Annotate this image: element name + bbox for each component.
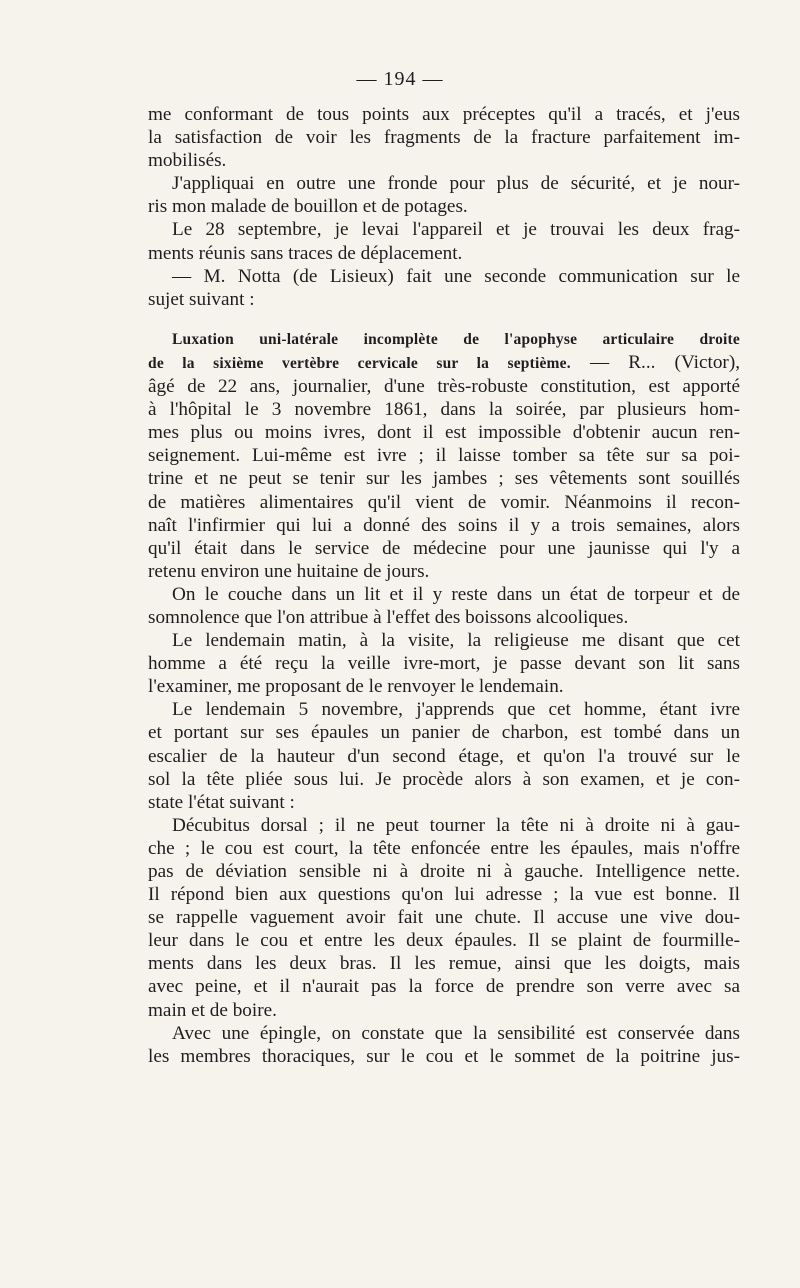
text-line: ments dans les deux bras. Il les remue, ainsi que les doigts, mais xyxy=(148,953,740,975)
text-line: Décubitus dorsal ; il ne peut tourner la tête ni à droite ni à gau- xyxy=(172,814,740,836)
text-line: somnolence que l'on attribue à l'effet des boissons alcooliques. xyxy=(148,606,629,628)
text-line: Le lendemain 5 novembre, j'apprends que cet homme, étant ivre xyxy=(172,699,740,721)
text-line: Avec une épingle, on constate que la sensibilité est conservée dans xyxy=(172,1022,740,1044)
page-number: — 194 — xyxy=(356,68,444,90)
text-line: escalier de la hauteur d'un second étage, et qu'on l'a trouvé sur le xyxy=(148,745,740,767)
text-line: Le 28 septembre, je levai l'appareil et je trouvai les deux frag- xyxy=(172,219,740,241)
text-line: pas de déviation sensible ni à droite ni à gauche. Intelligence nette. xyxy=(148,861,740,882)
text-line: avec peine, et il n'aurait pas la force de prendre son verre avec sa xyxy=(148,976,740,998)
section-heading-line xyxy=(148,327,740,351)
text-line: mes plus ou moins ivres, dont il est impossible d'obtenir aucun ren- xyxy=(148,422,740,444)
text-line: J'appliquai en outre une fronde pour plus de sécurité, et je nour- xyxy=(172,173,740,195)
text-line: la satisfaction de voir les fragments de la fracture parfaitement im- xyxy=(148,127,740,149)
text-line: ris mon malade de bouillon et de potages. xyxy=(148,196,468,218)
text-line: Il répond bien aux questions qu'on lui adresse ; la vue est bonne. Il xyxy=(148,884,740,906)
heading-text: Luxation uni-latérale incomplète de l'apophyse articulaire droite xyxy=(172,330,740,348)
text-line: On le couche dans un lit et il y reste dans un état de torpeur et de xyxy=(172,583,740,605)
text-line: naît l'infirmier qui lui a donné des soins il y a trois semaines, alors xyxy=(148,514,740,536)
section-heading-line xyxy=(148,351,740,375)
text-line: leur dans le cou et entre les deux épaules. Il se plaint de fourmille- xyxy=(148,930,740,952)
text-line: che ; le cou est court, la tête enfoncée entre les épaules, mais n'offre xyxy=(148,837,740,859)
text-line: retenu environ une huitaine de jours. xyxy=(148,560,430,582)
text-line: qu'il était dans le service de médecine pour une jaunisse qui l'y a xyxy=(148,537,740,559)
text-line: seignement. Lui-même est ivre ; il laisse tomber sa tête sur sa poi- xyxy=(148,445,740,467)
text-line: sol la tête pliée sous lui. Je procède alors à son examen, et je con- xyxy=(148,768,740,790)
text-line: ments réunis sans traces de déplacement. xyxy=(148,242,463,264)
text-line: et portant sur ses épaules un panier de charbon, est tombé dans un xyxy=(148,722,740,744)
text-line: âgé de 22 ans, journalier, d'une très-robuste constitution, est apporté xyxy=(148,376,740,398)
text-line: de matières alimentaires qu'il vient de vomir. Néanmoins il recon- xyxy=(148,491,740,513)
text-line: se rappelle vaguement avoir fait une chute. Il accuse une vive dou- xyxy=(148,907,740,929)
body-text xyxy=(148,103,740,1068)
text-line: state l'état suivant : xyxy=(148,791,295,813)
text-line: main et de boire. xyxy=(148,999,277,1021)
text-line: — M. Notta (de Lisieux) fait une seconde communication sur le xyxy=(172,265,740,287)
text-line: sujet suivant : xyxy=(148,288,255,310)
text-continuation: — R... (Victor), xyxy=(570,351,741,373)
heading-text: de la sixième vertèbre cervicale sur la septième. xyxy=(148,354,571,372)
text-line: à l'hôpital le 3 novembre 1861, dans la soirée, par plusieurs hom- xyxy=(148,399,740,421)
text-line: Le lendemain matin, à la visite, la religieuse me disant que cet xyxy=(172,630,740,652)
text-line: l'examiner, me proposant de le renvoyer le lendemain. xyxy=(148,676,564,698)
text-line: me conformant de tous points aux préceptes qu'il a tracés, et j'eus xyxy=(148,104,740,125)
text-line: trine et ne peut se tenir sur les jambes ; ses vêtements sont souillés xyxy=(148,468,740,490)
text-line: homme a été reçu la veille ivre-mort, je passe devant son lit sans xyxy=(148,653,740,675)
text-line: les membres thoraciques, sur le cou et le sommet de la poitrine jus- xyxy=(148,1045,740,1067)
text-line: mobilisés. xyxy=(148,150,227,172)
